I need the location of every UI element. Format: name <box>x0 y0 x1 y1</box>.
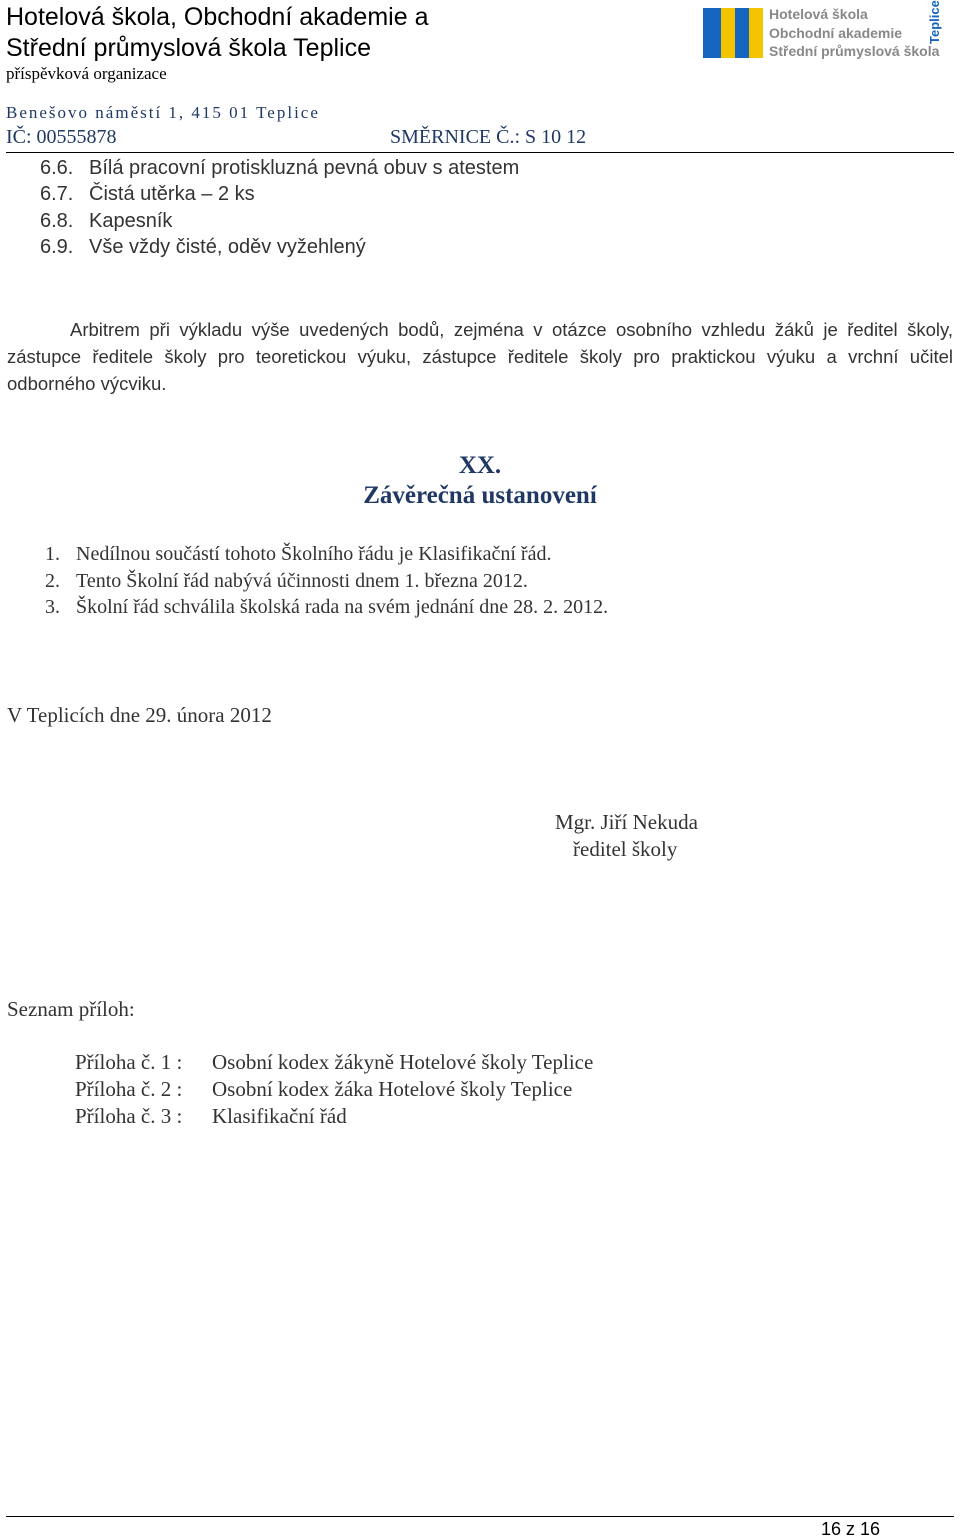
section-item-text: Tento Školní řád nabývá účinnosti dnem 1. března 2012. <box>76 570 528 592</box>
header-divider <box>6 152 954 153</box>
signatory-name: Mgr. Jiří Nekuda <box>555 810 698 834</box>
section-item-number: 3. <box>45 596 60 618</box>
list-item-number: 6.8. <box>40 210 74 232</box>
school-name-line1: Hotelová škola, Obchodní akademie a <box>6 3 429 31</box>
attachment-label: Příloha č. 2 : <box>75 1077 183 1101</box>
list-item-number: 6.9. <box>40 236 74 258</box>
section-item-number: 2. <box>45 570 60 592</box>
directive-number: SMĚRNICE Č.: S 10 12 <box>390 126 587 148</box>
logo-text-line3: Střední průmyslová škola <box>769 43 940 59</box>
signatory-role: ředitel školy <box>573 837 678 861</box>
attachments-title: Seznam příloh: <box>7 997 135 1021</box>
logo-yellow-bar-2 <box>749 8 763 58</box>
attachment-text: Klasifikační řád <box>212 1104 347 1128</box>
section-item-number: 1. <box>45 543 60 565</box>
section-item-text: Školní řád schválila školská rada na svém jednání dne 28. 2. 2012. <box>76 596 609 618</box>
page-number: 16 z 16 <box>821 1519 881 1539</box>
attachment-label: Příloha č. 3 : <box>75 1104 183 1128</box>
list-item-text: Čistá utěrka – 2 ks <box>89 183 255 205</box>
footer-divider <box>6 1516 954 1517</box>
logo-side-text: Teplice <box>927 0 942 44</box>
section-title: Závěrečná ustanovení <box>363 482 597 509</box>
section-item-text: Nedílnou součástí tohoto Školního řádu je Klasifikační řád. <box>76 543 552 565</box>
attachment-label: Příloha č. 1 : <box>75 1050 183 1074</box>
list-item-text: Vše vždy čisté, oděv vyžehlený <box>89 236 366 258</box>
logo-text-line1: Hotelová škola <box>769 6 868 22</box>
arbiter-paragraph: Arbitrem při výkladu výše uvedených bodů, zejména v otázce osobního vzhledu žáků je ředitel školy, zástupce ředitele školy pro teoretickou výuku, zástupce ředitele školy pro praktickou výuku a vrchní učitel odborného výcviku. <box>7 319 953 394</box>
logo-blue-bar-2 <box>735 8 749 58</box>
logo-blue-bar <box>703 8 721 58</box>
attachment-text: Osobní kodex žákyně Hotelové školy Teplice <box>212 1050 594 1074</box>
company-id: IČ: 00555878 <box>6 126 117 148</box>
section-number: XX. <box>458 452 502 479</box>
school-name-line2: Střední průmyslová škola Teplice <box>6 34 371 62</box>
list-item-text: Bílá pracovní protiskluzná pevná obuv s atestem <box>89 157 520 179</box>
logo-yellow-bar-1 <box>721 8 735 58</box>
attachment-text: Osobní kodex žáka Hotelové školy Teplice <box>212 1077 573 1101</box>
organization-type: příspěvková organizace <box>6 64 167 83</box>
place-date: V Teplicích dne 29. února 2012 <box>7 703 272 727</box>
list-item-number: 6.6. <box>40 157 74 179</box>
list-item-text: Kapesník <box>89 210 173 232</box>
school-logo <box>703 0 953 62</box>
logo-text-line2: Obchodní akademie <box>769 25 903 41</box>
school-address: Benešovo náměstí 1, 415 01 Teplice <box>6 103 320 122</box>
list-item-number: 6.7. <box>40 183 74 205</box>
